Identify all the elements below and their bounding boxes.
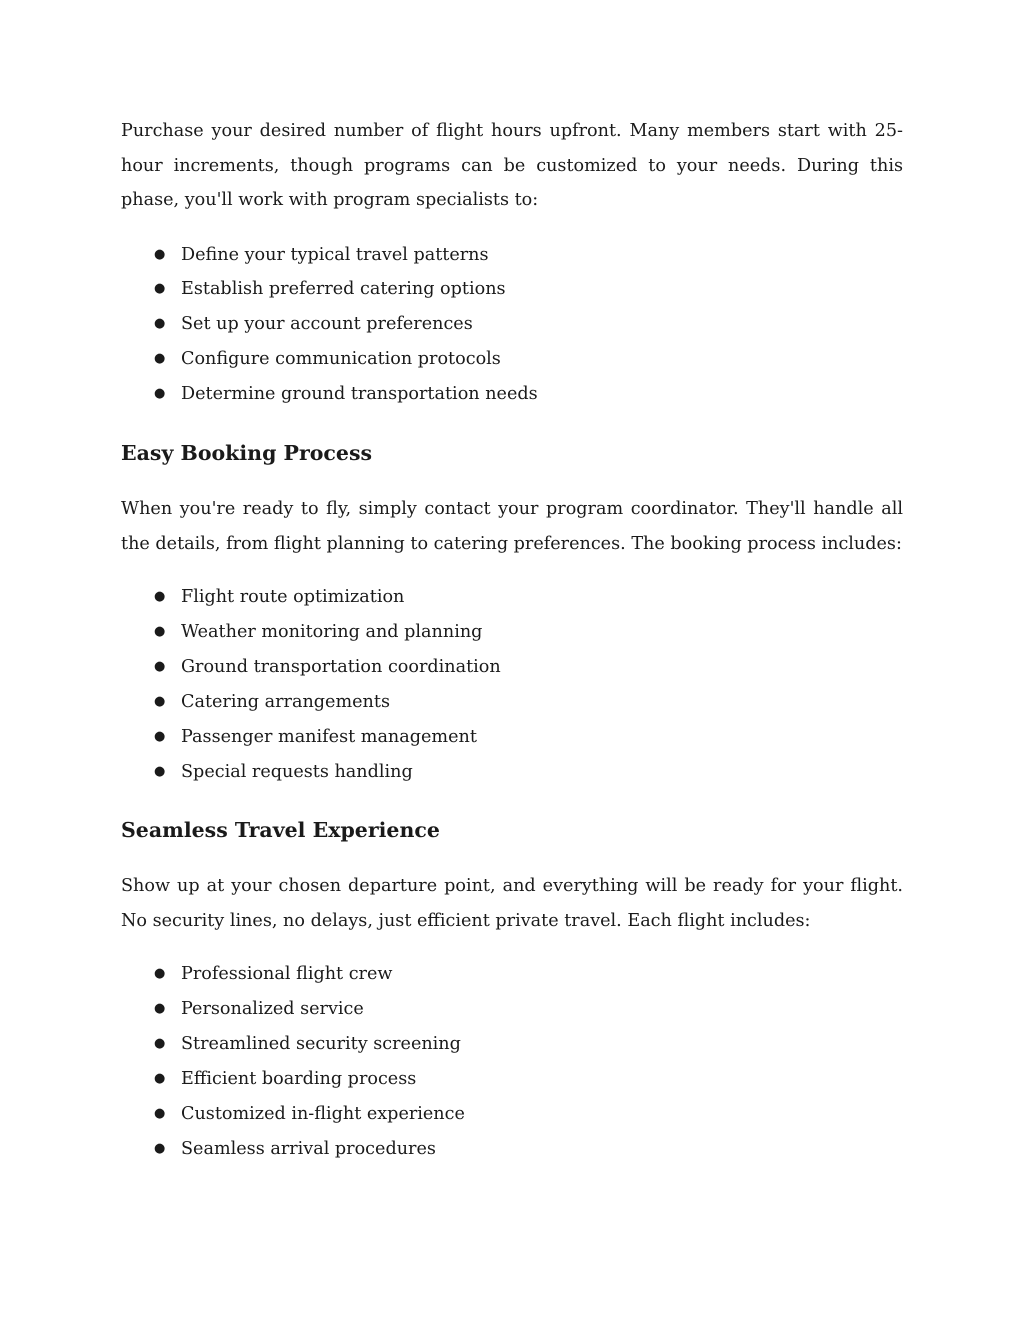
- bullet-icon: ●: [154, 1106, 166, 1122]
- list-item-text: Seamless arrival procedures: [181, 1139, 436, 1159]
- travel-bullet-list: [121, 957, 903, 1166]
- list-item: [121, 957, 903, 992]
- section-heading-travel: Seamless Travel Experience: [121, 818, 440, 843]
- list-item-text: Configure communication protocols: [181, 349, 501, 370]
- bullet-icon: ●: [154, 589, 166, 605]
- list-item-text: Efficient boarding process: [181, 1069, 417, 1090]
- bullet-icon: ●: [154, 1071, 166, 1087]
- intro-bullet-list: [121, 238, 903, 413]
- list-item: [121, 1062, 903, 1097]
- intro-paragraph: Purchase your desired number of flight hours upfront. Many members start with 25-hour increments, though programs can be customized to your needs. During this phase, you'll work with program specialists to:: [121, 121, 903, 210]
- list-item: [121, 1097, 903, 1132]
- list-item-text: Weather monitoring and planning: [181, 621, 483, 642]
- bullet-icon: ●: [154, 1141, 166, 1156]
- bullet-icon: ●: [154, 763, 166, 779]
- list-item: [121, 615, 903, 650]
- booking-bullet-list: [121, 580, 903, 789]
- list-item-text: Ground transportation coordination: [181, 656, 501, 677]
- list-item-text: Flight route optimization: [181, 587, 405, 608]
- list-item-text: Streamlined security screening: [181, 1034, 461, 1055]
- list-item-text: Personalized service: [181, 999, 364, 1020]
- list-item-text: Professional flight crew: [181, 964, 393, 985]
- list-item: [121, 1132, 903, 1167]
- list-item-text: Establish preferred catering options: [181, 279, 506, 300]
- bullet-icon: ●: [154, 623, 166, 639]
- bullet-icon: ●: [154, 1001, 166, 1017]
- bullet-icon: ●: [154, 316, 166, 332]
- list-item: [121, 992, 903, 1027]
- list-item-text: Determine ground transportation needs: [181, 384, 538, 405]
- list-item: [121, 1027, 903, 1062]
- booking-paragraph: When you're ready to fly, simply contact your program coordinator. They'll handle all the details, from flight planning to catering preferences. The booking process includes:: [121, 499, 903, 554]
- list-item-text: Passenger manifest management: [181, 726, 477, 747]
- bullet-icon: ●: [154, 386, 166, 402]
- list-item-text: Special requests handling: [181, 761, 413, 782]
- list-item: [121, 720, 903, 755]
- travel-paragraph: Show up at your chosen departure point, and everything will be ready for your flight. No security lines, no delays, just efficient private travel. Each flight includes:: [121, 876, 903, 931]
- list-item: [121, 342, 903, 377]
- section-heading-booking: Easy Booking Process: [121, 441, 373, 466]
- list-item: [121, 272, 903, 307]
- list-item: [121, 755, 903, 790]
- list-item-text: Set up your account preferences: [181, 314, 473, 335]
- list-item: [121, 685, 903, 720]
- list-item-text: Catering arrangements: [181, 691, 390, 712]
- bullet-icon: ●: [154, 1036, 166, 1052]
- bullet-icon: ●: [154, 246, 166, 262]
- list-item: [121, 650, 903, 685]
- document-page: [121, 114, 903, 1167]
- bullet-icon: ●: [154, 693, 166, 709]
- bullet-icon: ●: [154, 351, 166, 367]
- bullet-icon: ●: [154, 281, 166, 297]
- list-item-text: Customized in-flight experience: [181, 1104, 465, 1125]
- bullet-icon: ●: [154, 966, 166, 982]
- list-item: [121, 580, 903, 615]
- list-item: [121, 377, 903, 412]
- bullet-icon: ●: [154, 658, 166, 674]
- list-item-text: Define your typical travel patterns: [181, 244, 489, 265]
- list-item: [121, 238, 903, 273]
- bullet-icon: ●: [154, 728, 166, 744]
- list-item: [121, 307, 903, 342]
